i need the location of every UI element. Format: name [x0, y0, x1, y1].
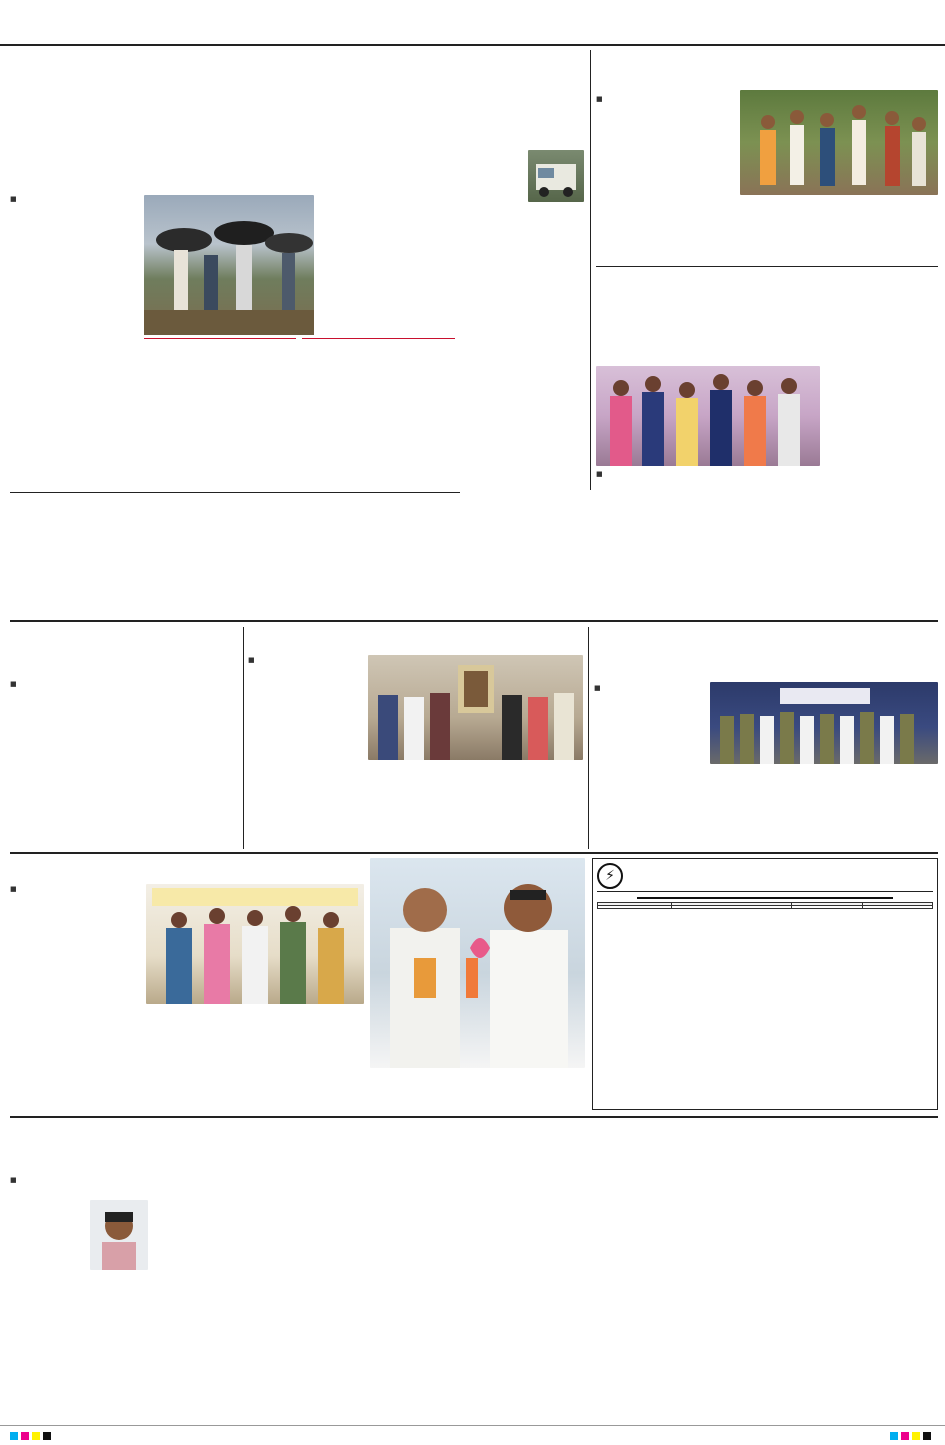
ectopic-body-2	[152, 1176, 242, 1420]
gaushala-photo[interactable]	[740, 90, 938, 195]
masthead	[0, 0, 945, 46]
innerwheel-body-1	[596, 496, 704, 616]
crowd-management-box	[144, 338, 296, 488]
prestige-photo[interactable]	[710, 682, 938, 764]
college-body	[10, 516, 595, 616]
gaushala-headline	[596, 58, 936, 88]
box-left-title	[144, 338, 296, 339]
prestige-body-3	[826, 766, 938, 848]
divider	[10, 620, 938, 622]
tender-table	[597, 902, 933, 909]
divider	[243, 627, 244, 849]
divider	[10, 852, 938, 854]
sheetla-byline: ■	[248, 656, 255, 664]
minister-photo[interactable]	[370, 858, 585, 1068]
sheetla-body-4	[478, 764, 583, 846]
sheetla-headline	[248, 627, 583, 653]
registration-marks-right	[890, 1432, 931, 1440]
tree-planting-image	[740, 90, 938, 195]
lead-body-2	[320, 195, 455, 335]
sheetla-body-3	[368, 764, 472, 846]
agri-body-3	[256, 1008, 364, 1110]
container-headline	[465, 54, 583, 120]
gaushala-body-2	[712, 198, 820, 260]
page-number	[895, 10, 940, 38]
minister-meeting-image	[370, 858, 585, 1068]
agri-photo[interactable]	[146, 884, 364, 1004]
table-cell	[792, 906, 862, 909]
council-body	[826, 314, 938, 620]
doctor-portrait-image	[90, 1200, 148, 1270]
lead-headline	[10, 84, 455, 189]
gaushala-byline: ■	[596, 95, 603, 103]
table-cell	[598, 906, 672, 909]
divider	[10, 492, 460, 493]
paper-logo[interactable]	[10, 10, 160, 38]
tribute-gathering-image	[368, 655, 583, 760]
company-logo-icon: ⚡	[597, 863, 623, 889]
ectopic-headline	[10, 1121, 240, 1173]
box-right-title	[302, 338, 455, 339]
agri-byline: ■	[10, 885, 17, 893]
lead-byline: ■	[10, 195, 17, 203]
ju-byline: ■	[10, 680, 17, 688]
sheetla-body-2	[308, 682, 364, 846]
team-duties-box	[302, 338, 455, 488]
lead-photo[interactable]	[144, 195, 314, 335]
divider	[588, 627, 589, 849]
table-cell	[671, 906, 792, 909]
sheetla-photo[interactable]	[368, 655, 583, 760]
officials-umbrella-image	[144, 195, 314, 335]
ectopic-byline: ■	[10, 1176, 17, 1184]
ncc-cadets-image	[710, 682, 938, 764]
prestige-headline	[594, 627, 938, 679]
innerwheel-headline	[596, 310, 820, 362]
divider	[596, 266, 938, 267]
innerwheel-photo[interactable]	[596, 366, 820, 466]
agri-body-2	[146, 1008, 250, 1110]
doctor-photo[interactable]	[90, 1200, 148, 1270]
ladies-ceremony-image	[596, 366, 820, 466]
ju-body-1	[10, 706, 122, 846]
gaushala-body-3	[826, 198, 938, 260]
lead-kicker	[10, 58, 455, 82]
divider	[590, 50, 591, 490]
agri-body-1	[10, 910, 140, 1110]
registration-marks-left	[10, 1432, 51, 1440]
college-headline	[10, 497, 460, 515]
ju-body-2	[128, 680, 238, 846]
innerwheel-body-2	[710, 470, 820, 616]
ju-headline	[10, 627, 238, 675]
tender-offer-title	[637, 897, 893, 899]
prestige-body-2	[710, 766, 820, 848]
divider	[10, 1116, 938, 1118]
gaushala-body-1	[596, 122, 706, 260]
ectopic-body-1	[10, 1200, 86, 1420]
prestige-body-1	[594, 708, 704, 848]
council-headline	[826, 272, 938, 312]
table-row	[598, 906, 933, 909]
prestige-byline: ■	[594, 684, 601, 692]
container-body	[465, 122, 583, 490]
page-footer	[0, 1425, 945, 1445]
certificate-presentation-image	[146, 884, 364, 1004]
table-cell	[862, 906, 932, 909]
tender-notice	[592, 858, 938, 1110]
section-title	[405, 4, 605, 42]
agri-headline	[10, 858, 365, 882]
minister-caption	[370, 1071, 585, 1113]
innerwheel-byline: ■	[596, 470, 603, 478]
lead-body-1	[10, 222, 138, 480]
sheetla-body-1	[248, 682, 304, 846]
